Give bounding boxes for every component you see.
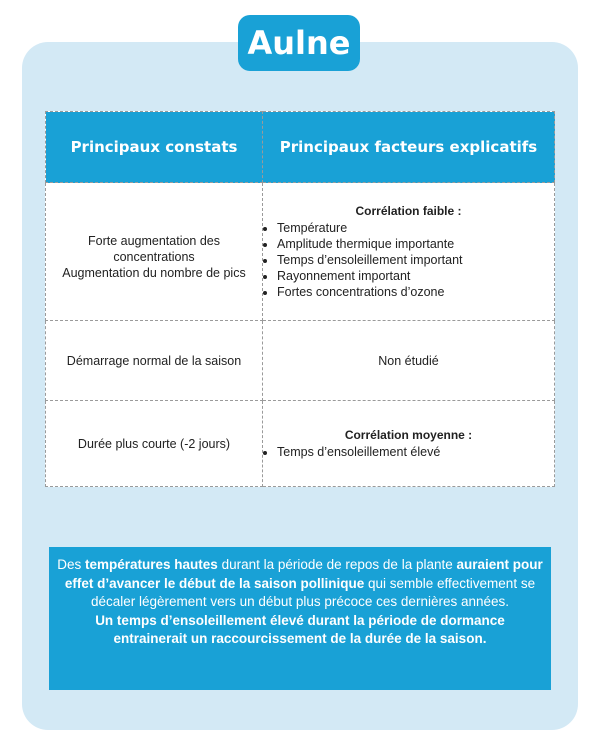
constat-line: Augmentation du nombre de pics	[62, 265, 246, 280]
constat-line: Démarrage normal de la saison	[66, 353, 242, 368]
list-item: • Temps d’ensoleillement important	[277, 252, 554, 268]
list-item: • Amplitude thermique importante	[277, 236, 554, 252]
page-title: Aulne	[238, 15, 360, 71]
constat-line: concentrations	[113, 249, 195, 264]
facteur-cell: Non étudié	[263, 321, 555, 401]
correlation-label: Corrélation faible :	[355, 203, 462, 218]
list-item: • Temps d’ensoleillement élevé	[277, 444, 554, 460]
table-row	[46, 321, 555, 401]
summary-box	[49, 547, 551, 690]
constat-line: Durée plus courte (-2 jours)	[77, 436, 231, 451]
header-facteurs: Principaux facteurs explicatifs	[263, 112, 555, 183]
summary-paragraph	[57, 556, 543, 612]
constat-cell	[46, 183, 263, 321]
summary-text: Des	[57, 557, 85, 572]
table-row	[46, 401, 555, 487]
facteur-cell	[263, 401, 555, 487]
list-item: • Rayonnement important	[277, 268, 554, 284]
table-row	[46, 183, 555, 321]
summary-bold: températures hautes	[85, 557, 218, 572]
summary-paragraph	[57, 612, 543, 649]
constat-line: Forte augmentation des	[87, 233, 221, 248]
list-item: • Température	[277, 220, 554, 236]
list-item: • Fortes concentrations d’ozone	[277, 284, 554, 300]
table-header-row	[46, 112, 555, 183]
constat-cell	[46, 401, 263, 487]
facteur-cell	[263, 183, 555, 321]
findings-table	[45, 111, 555, 487]
summary-text: durant la période de repos de la plante	[217, 557, 457, 572]
factor-list	[263, 444, 554, 460]
factor-list	[263, 220, 554, 300]
correlation-label: Corrélation moyenne :	[344, 427, 473, 442]
summary-bold: Un temps d’ensoleillement élevé durant la période de dormance entrainerait un raccourcissement de la durée de la saison.	[95, 612, 505, 646]
constat-cell	[46, 321, 263, 401]
summary-text: qui semble effectivement se décaler légèrement vers un début plus précoce ces dernières années.	[91, 575, 536, 609]
header-constats: Principaux constats	[46, 112, 263, 183]
summary-bold: auraient pour effet d’avancer le début de la saison pollinique	[64, 557, 543, 591]
